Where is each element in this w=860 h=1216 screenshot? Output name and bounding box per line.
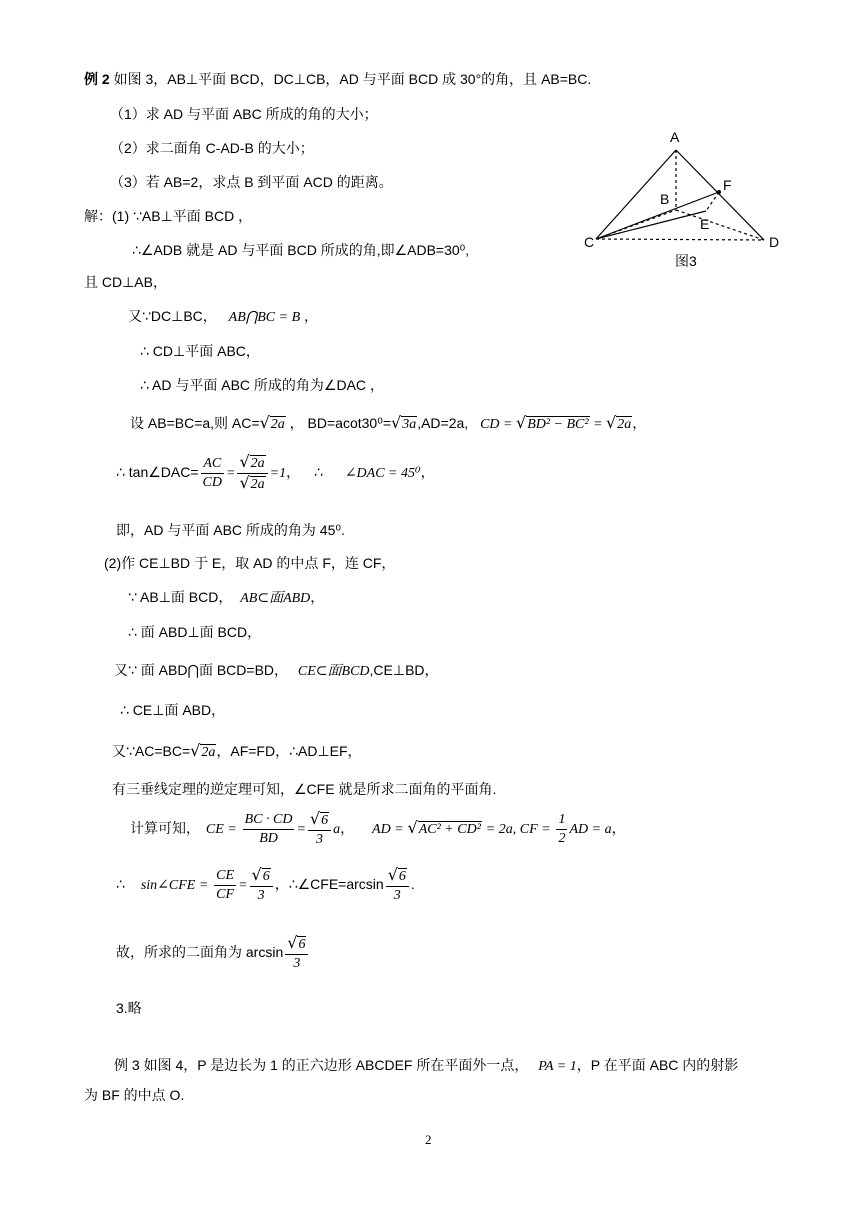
- sol8-b: ∴: [314, 464, 323, 480]
- figure-3: [582, 126, 792, 276]
- edge-bd: [676, 210, 764, 240]
- sol4-formula: AB⋂BC = B: [228, 310, 301, 325]
- example3-line-2: 为 BF 的中点 O.: [84, 1087, 185, 1103]
- question-2: （2）求二面角 C-AD-B 的大小；: [110, 140, 314, 156]
- sol8-c: ∠DAC = 45⁰: [344, 466, 421, 481]
- label-f: F: [723, 177, 732, 193]
- question-3: （3）若 AB=2，求点 B 到平面 ACD 的距离。: [110, 174, 393, 190]
- example-label: 例 2: [84, 71, 110, 87]
- example-title: [84, 69, 591, 89]
- sol7-e: BD² − BC²: [527, 417, 589, 432]
- part3-line: 3.略: [116, 1000, 142, 1016]
- part2-line-6: 又∵AC=BC=√2a，AF=FD，∴AD⊥EF，: [112, 741, 362, 760]
- part2-line-10: 故，所求的二面角为 arcsin $\frac{√6}{3}$: [116, 930, 310, 974]
- sol7-c: ,AD=2a,: [417, 415, 469, 431]
- part2-line-9: ∴ sin∠CFE = $\frac{CE}{CF}$ = $\frac{√6}{3}$ ，∴∠CFE=arcsin $\frac{√6}{3}$ .: [116, 864, 415, 903]
- label-b: B: [660, 191, 670, 207]
- solution-line-9: 即，AD 与平面 ABC 所成的角为 45⁰.: [116, 522, 345, 538]
- sol7-d: CD =: [480, 417, 516, 432]
- label-d: D: [769, 234, 780, 250]
- example-statement: 如图 3，AB⊥平面 BCD，DC⊥CB，AD 与平面 BCD 成 30°的角，且 AB=BC.: [113, 71, 592, 87]
- sol7-b: ， BD=acot30⁰=: [289, 415, 391, 431]
- question-1: （1）求 AD 与平面 ABC 所成的角的大小；: [110, 106, 378, 122]
- solution-line-7: 设 AB=BC=a,则 AC=√2a ， BD=acot30⁰=√3a,AD=2a, CD = √BD² − BC² = √2a，: [130, 413, 647, 432]
- edge-ad: [676, 150, 764, 240]
- part2-line-7: 有三垂线定理的逆定理可知，∠CFE 就是所求二面角的平面角.: [112, 781, 497, 797]
- example3-line-1: 例 3 如图 4，P 是边长为 1 的正六边形 ABCDEF 所在平面外一点， PA = 1，P 在平面 ABC 内的射影: [114, 1057, 739, 1074]
- part2-line-5: ∴ CE⊥面 ABD，: [120, 702, 226, 718]
- sol7-a: 设 AB=BC=a,则 AC=: [130, 415, 260, 431]
- label-c: C: [584, 234, 595, 250]
- solution-line-5: ∴ CD⊥平面 ABC，: [140, 343, 260, 359]
- label-a: A: [670, 129, 680, 145]
- solution-line-3: 且 CD⊥AB，: [84, 274, 167, 290]
- solution-line-4: 又∵DC⊥BC， AB⋂BC = B ，: [128, 308, 319, 325]
- sol4-text: 又∵DC⊥BC，: [128, 308, 217, 324]
- solution-line-6: ∴ AD 与平面 ABC 所成的角为∠DAC ，: [140, 377, 384, 393]
- edge-bc: [596, 210, 676, 239]
- part2-line-3: ∴ 面 ABD⊥面 BCD，: [128, 624, 262, 640]
- solution-line-1: 解：(1) ∵AB⊥平面 BCD ，: [84, 208, 253, 224]
- solution-line-2: ∴∠ADB 就是 AD 与平面 BCD 所成的角,即∠ADB=30⁰,: [132, 242, 470, 258]
- part2-line-2: ∵ AB⊥面 BCD， AB⊂面ABD，: [128, 589, 325, 606]
- part2-line-4: 又∵ 面 ABD⋂面 BCD=BD， CE⊂面BCD,CE⊥BD，: [114, 662, 439, 679]
- edge-cd: [596, 239, 764, 240]
- page-number: 2: [425, 1132, 432, 1147]
- solution-line-8: ∴ tan∠DAC= $\frac{AC}{CD}$ = $\frac{√2a}{√2a}$ =1， ∴ ∠DAC = 45⁰，: [116, 451, 435, 492]
- part2-line-1: (2)作 CE⊥BD 于 E，取 AD 的中点 F，连 CF，: [104, 555, 396, 571]
- sol8-a: ∴ tan∠DAC=: [116, 464, 199, 480]
- figure-caption: 图3: [675, 253, 697, 269]
- part2-line-8: 计算可知， CE = $\frac{BC \cdot CD}{BD}$ = $\frac{√6}{3}$ a， AD = √AC² + CD² = 2a, CF = $\frac{1}{2}$ AD = a，: [130, 808, 626, 847]
- label-e: E: [700, 216, 710, 232]
